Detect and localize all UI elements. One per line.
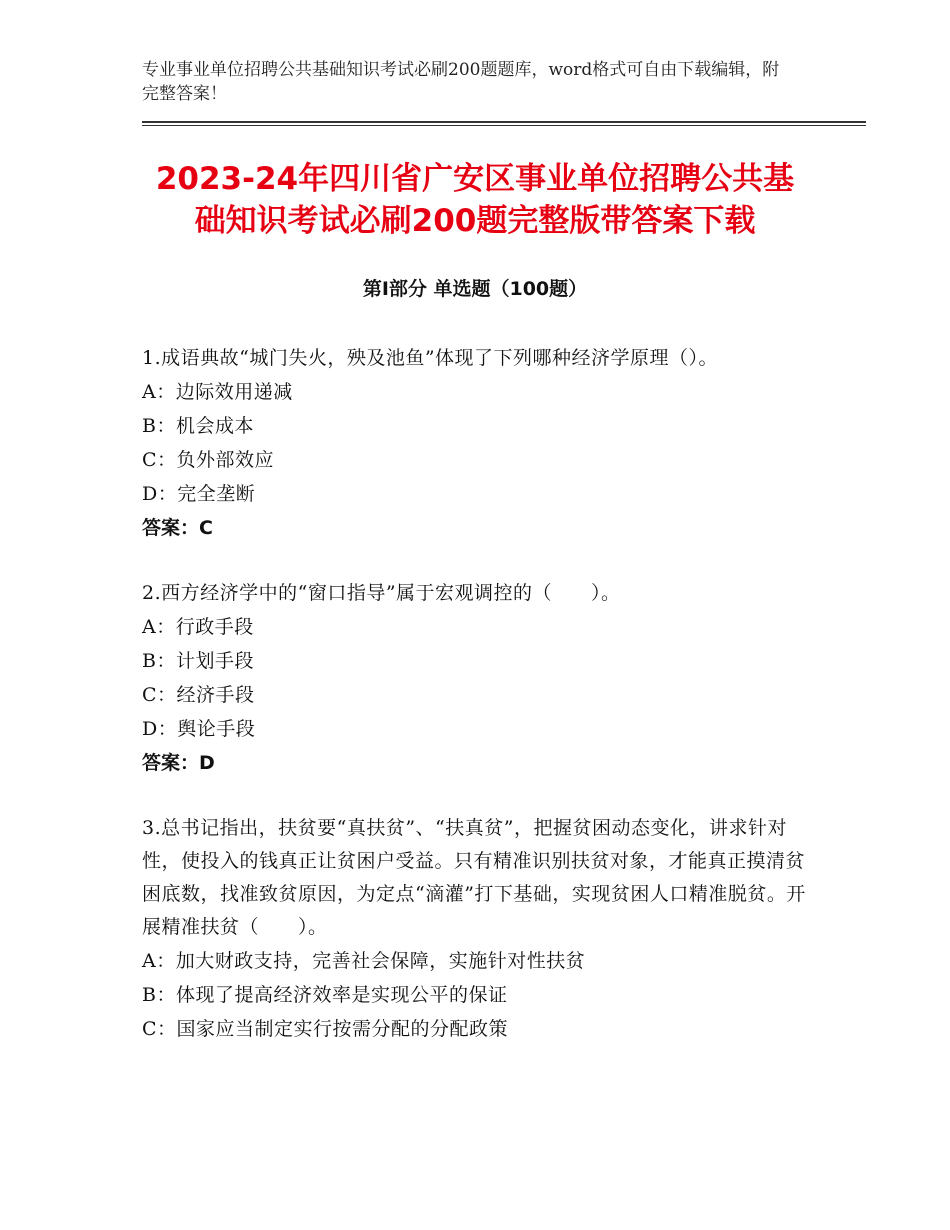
option-b: B：计划手段 — [142, 650, 254, 672]
question-stem: 3.总书记指出，扶贫要“真扶贫”、“扶真贫”，把握贫困动态变化，讲求针对性，使投入的钱真正让贫困户受益。只有精准识别扶贫对象，才能真正摸清贫困底数，找准致贫原因，为定点“滴灌”打下基础，实现贫困人口精准脱贫。开展精准扶贫（ ）。 — [142, 817, 806, 938]
section-heading: 第Ⅰ部分 单选题（100题） — [362, 278, 588, 300]
answer: 答案：D — [142, 752, 215, 774]
question-stem: 2.西方经济学中的“窗口指导”属于宏观调控的（ ）。 — [142, 582, 621, 604]
option-b: B：机会成本 — [142, 415, 254, 437]
question-stem: 1.成语典故“城门失火，殃及池鱼”体现了下列哪种经济学原理（）。 — [142, 347, 719, 369]
answer: 答案：C — [142, 517, 213, 539]
header-rule-thick — [142, 121, 866, 123]
option-c: C：负外部效应 — [142, 449, 275, 471]
option-b: B：体现了提高经济效率是实现公平的保证 — [142, 984, 508, 1006]
header-note: 专业事业单位招聘公共基础知识考试必刷200题题库，word格式可自由下载编辑，附完整答案！ — [142, 60, 780, 104]
option-a: A：加大财政支持，完善社会保障，实施针对性扶贫 — [142, 950, 586, 972]
option-c: C：国家应当制定实行按需分配的分配政策 — [142, 1018, 509, 1040]
question-3 — [142, 812, 808, 1046]
option-a: A：边际效用递减 — [142, 381, 293, 403]
question-list — [142, 342, 808, 1078]
option-d: D：舆论手段 — [142, 718, 256, 740]
question-2 — [142, 577, 808, 780]
question-1 — [142, 342, 808, 545]
header-rule-thin — [142, 125, 866, 126]
option-d: D：完全垄断 — [142, 483, 256, 505]
option-c: C：经济手段 — [142, 684, 255, 706]
document-title: 2023-24年四川省广安区事业单位招聘公共基础知识考试必刷200题完整版带答案下载 — [155, 161, 795, 239]
option-a: A：行政手段 — [142, 616, 254, 638]
